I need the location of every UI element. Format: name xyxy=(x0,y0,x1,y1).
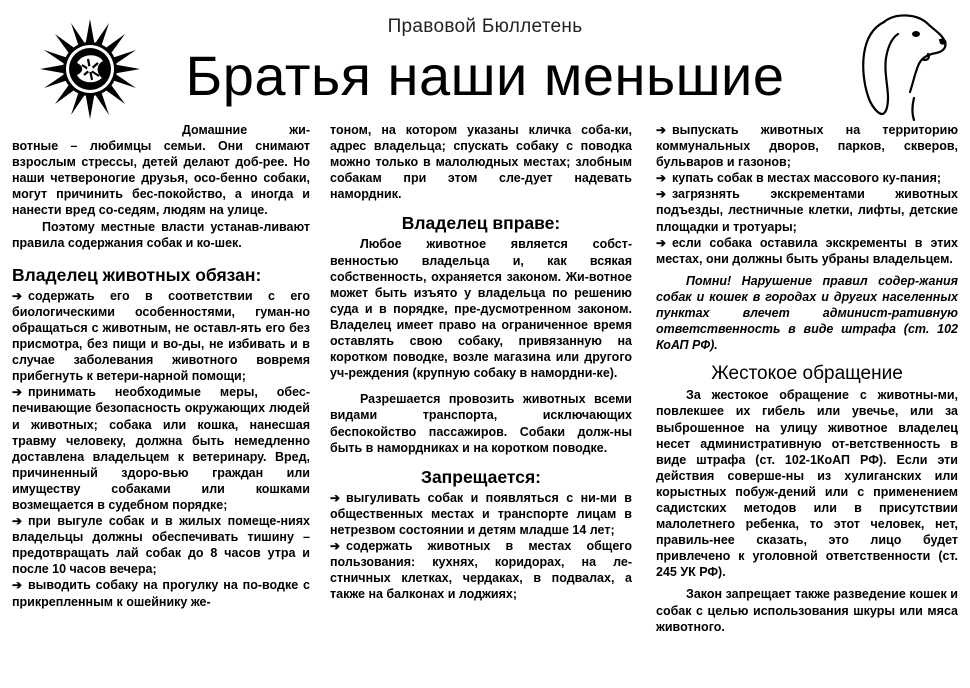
arrow-bullet-icon: ➔ xyxy=(330,538,341,553)
cruelty-heading: Жестокое обращение xyxy=(711,363,903,385)
forbidden-heading: Запрещается: xyxy=(420,466,541,487)
list-item: ➔ купать собак в местах массового ку-пания; xyxy=(656,171,942,186)
continued-paragraph: тоном, на котором указаны кличка соба-ки, адрес владельца; спускать собаку с поводка можно только в малолюдных местах; злобным собакам при этом сле-дует надевать намордник. xyxy=(330,123,632,202)
arrow-bullet-icon: ➔ xyxy=(656,123,667,137)
list-item: ➔ выгуливать собак и появляться с ни-ми в общественных местах и транспорте лицам в нетрезвом состоянии и детям младше 14 лет; xyxy=(330,490,632,537)
arrow-bullet-icon: ➔ xyxy=(330,490,341,505)
penalty-note: Помни! Нарушение правил содер-жания собак и кошек в городах и других населенных пунктах влечет админист-ративную ответственность в виде штрафа (ст. 102 КоАП РФ). xyxy=(656,273,958,353)
transport-paragraph: Разрешается провозить животных всеми видами транспорта, исключающих беспокойство пассажиров. Собаки долж-ны быть в намордниках и на коротком поводке. xyxy=(330,392,632,455)
list-item: ➔ содержать его в соответствии с его биологическими особенностями, гуман-но обращаться с животным, не оставл-ять его без присмотра, без пищи и во-ды, не избивать и в случае заболевания животного вовремя прибегнуть к ветери-нарной помощи; xyxy=(12,288,310,384)
column-3 xyxy=(656,122,958,635)
list-item: ➔ загрязнять экскрементами животных подъезды, лестничные клетки, лифты, детские площадки и тротуары; xyxy=(656,187,958,234)
cruelty-paragraph: За жестокое обращение с животны-ми, повлекшее их гибель или увечье, или за выброшенное на улицу животное владелец несет административную от-ветственность в виде штрафа (ст. 102-1КоАП РФ). Если эти действия соверше-ны из хулиганских или корыстных побуж-дений или с применением садистских методов или в присутствии малолетнего ребенка, то этот человек, нет, правиль-нее сказать, это лицо будет привлечено к уголовной ответственности (ст. 245 УК РФ). xyxy=(656,388,958,580)
arrow-bullet-icon: ➔ xyxy=(12,514,23,529)
arrow-bullet-icon: ➔ xyxy=(12,385,23,400)
page-title: Братья наши меньшие xyxy=(185,44,785,107)
arrow-bullet-icon: ➔ xyxy=(12,288,23,303)
list-item: ➔ если собака оставила экскременты в этих местах, они должны быть убраны владельцем. xyxy=(656,235,958,266)
owner-rights-heading: Владелец вправе: xyxy=(401,213,561,234)
arrow-bullet-icon: ➔ xyxy=(656,171,667,186)
rules-paragraph: Поэтому местные власти устанав-ливают правила содержания собак и ко-шек. xyxy=(12,219,310,250)
arrow-bullet-icon: ➔ xyxy=(12,578,23,593)
list-item: ➔ содержать животных в местах общего пользования: кухнях, коридорах, на ле-стничных клетках, чердаках, в подвалах, а также на балконах и лоджиях; xyxy=(330,538,632,602)
ownership-paragraph: Любое животное является собст-венностью владельца и, как всякая собственность, охраняется законом. Жи-вотное может быть изъято у владельца по решению суда и в порядке, пре-дусмотренном законом. Владелец имеет право на ограниченное время оставлять свою собаку, привязанную на коротком поводке, возле магазина или другого уч-реждения (крупную собаку в намордни-ке). xyxy=(330,237,632,381)
list-item: ➔ принимать необходимые меры, обес-печивающие безопасность окружающих людей и животных; собака или кошка, нанесшая травму человеку, должна быть немедленно доставлена владельцем к ветеринару. Вред, причиненный здоро-вью граждан или имуществу собаками или кошками возмещается в судебном порядке; xyxy=(12,385,310,512)
owner-obliged-heading: Владелец животных обязан: xyxy=(12,264,262,285)
arrow-bullet-icon: ➔ xyxy=(656,187,667,202)
intro-paragraph: Домашние жи-вотные – любимцы семьи. Они снимают взрослым стрессы, детей делают доб-рее. Но наши четвероногие друзья, осо-бенно собаки, могут причинить бес-покойство, а иногда и нанести вред со-седям, людям на улице. xyxy=(12,123,310,218)
list-item: ➔ при выгуле собак и в жилых помеще-ниях владельцы должны обеспечивать тишину – предотвращать лай собак до 8 часов утра и после 10 часов вечера; xyxy=(12,514,310,577)
column-1 xyxy=(12,122,310,610)
list-item: ➔ выводить собаку на прогулку на по-водке с прикрепленным к ошейнику же- xyxy=(12,578,310,609)
list-item: ➔ выпускать животных на территорию коммунальных дворов, парков, скверов, бульваров и газонов; xyxy=(656,123,958,170)
bulletin-label: Правовой Бюллетень xyxy=(387,16,583,37)
breeding-paragraph: Закон запрещает также разведение кошек и собак с целью использования шкуры или мяса животного. xyxy=(656,587,958,634)
arrow-bullet-icon: ➔ xyxy=(656,235,667,250)
dog-head-icon xyxy=(844,10,952,122)
column-2 xyxy=(330,122,632,602)
